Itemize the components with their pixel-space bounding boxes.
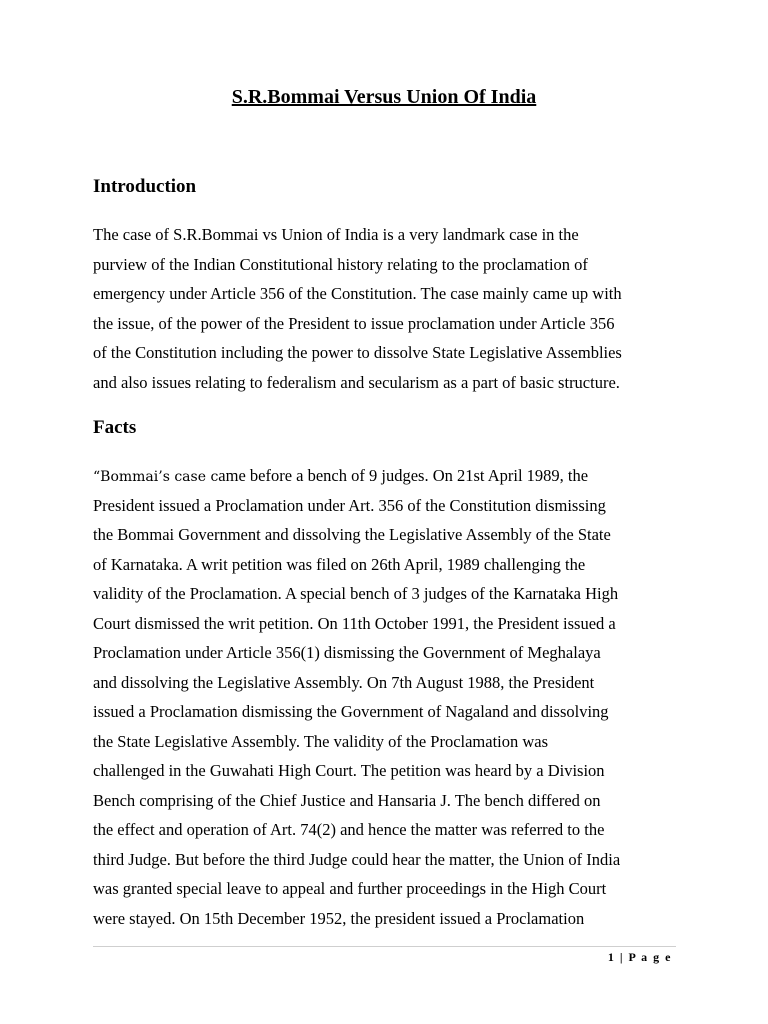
paragraph-line: the issue, of the power of the President to issue proclamation under Article 356 xyxy=(93,313,615,333)
paragraph-line: Court dismissed the writ petition. On 11th October 1991, the President issued a xyxy=(93,613,616,633)
paragraph-line: were stayed. On 15th December 1952, the president issued a Proclamation xyxy=(93,908,585,928)
paragraph-line: the effect and operation of Art. 74(2) and hence the matter was referred to the xyxy=(93,820,605,839)
paragraph-line-rest: ame before a bench of 9 judges. On 21st April 1989, the xyxy=(218,466,589,485)
paragraph-line: purview of the Indian Constitutional history relating to the proclamation of xyxy=(93,254,588,274)
paragraph-line: and also issues relating to federalism and secularism as a part of basic structure. xyxy=(93,372,620,392)
paragraph-line: President issued a Proclamation under Art. 356 of the Constitution dismissing xyxy=(93,495,606,515)
paragraph-line: of the Constitution including the power to dissolve State Legislative Assemblies xyxy=(93,343,622,362)
case-reference-lead: “Bommai’s case c xyxy=(93,469,219,485)
footer-divider xyxy=(93,946,676,947)
paragraph-line: Bench comprising of the Chief Justice and Hansaria J. The bench differed on xyxy=(93,790,601,810)
paragraph-line: issued a Proclamation dismissing the Government of Nagaland and dissolving xyxy=(93,702,609,721)
paragraph-line: third Judge. But before the third Judge could hear the matter, the Union of India xyxy=(93,849,621,869)
paragraph-line xyxy=(93,461,693,491)
paragraph-line: Proclamation under Article 356(1) dismissing the Government of Meghalaya xyxy=(93,643,601,662)
paragraph-line: was granted special leave to appeal and further proceedings in the High Court xyxy=(93,879,607,898)
paragraph-line: emergency under Article 356 of the Constitution. The case mainly came up with xyxy=(93,284,622,303)
section-heading-introduction: Introduction xyxy=(93,176,197,197)
paragraph-line: the State Legislative Assembly. The validity of the Proclamation was xyxy=(93,731,549,751)
page-number: 1 | P a g e xyxy=(607,950,672,964)
facts-paragraph xyxy=(93,461,693,933)
paragraph-line: The case of S.R.Bommai vs Union of India is a very landmark case in the xyxy=(93,225,579,244)
paragraph-line: of Karnataka. A writ petition was filed on 26th April, 1989 challenging the xyxy=(93,554,586,574)
paragraph-line: the Bommai Government and dissolving the Legislative Assembly of the State xyxy=(93,525,611,544)
paragraph-line: validity of the Proclamation. A special bench of 3 judges of the Karnataka High xyxy=(93,584,619,603)
paragraph-line: challenged in the Guwahati High Court. The petition was heard by a Division xyxy=(93,761,605,780)
introduction-paragraph xyxy=(93,220,693,397)
document-title: S.R.Bommai Versus Union Of India xyxy=(231,86,537,108)
section-heading-facts: Facts xyxy=(93,417,137,438)
paragraph-line: and dissolving the Legislative Assembly. On 7th August 1988, the President xyxy=(93,672,595,692)
